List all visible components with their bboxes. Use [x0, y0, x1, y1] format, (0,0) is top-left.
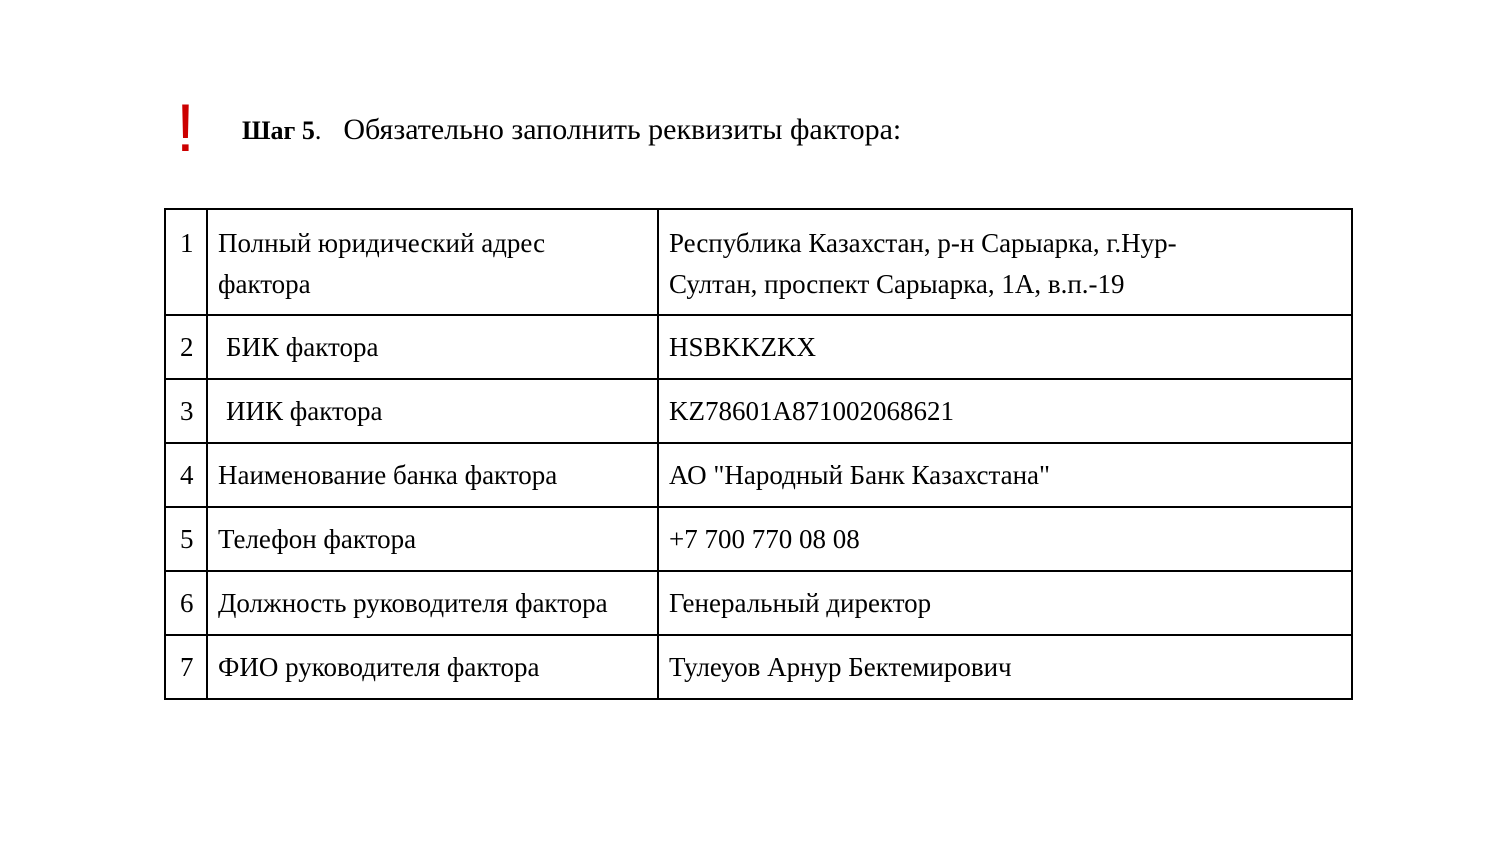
row-label-text: ИИК фактора — [226, 396, 383, 426]
row-value: +7 700 770 08 08 — [658, 507, 1352, 571]
row-number: 5 — [165, 507, 207, 571]
row-label: ФИО руководителя фактора — [207, 635, 658, 699]
row-label — [207, 209, 658, 315]
row-number: 1 — [165, 209, 207, 315]
warning-exclamation-icon: ! — [176, 90, 195, 166]
table-row — [165, 635, 1352, 699]
row-number: 3 — [165, 379, 207, 443]
table-row — [165, 571, 1352, 635]
step-instruction: Обязательно заполнить реквизиты фактора: — [343, 113, 902, 146]
row-number: 2 — [165, 315, 207, 379]
row-label-line: фактора — [218, 269, 311, 299]
row-number: 4 — [165, 443, 207, 507]
row-value: АО "Народный Банк Казахстана" — [658, 443, 1352, 507]
row-label-text: БИК фактора — [226, 332, 379, 362]
row-number: 6 — [165, 571, 207, 635]
row-value: Генеральный директор — [658, 571, 1352, 635]
table-row — [165, 379, 1352, 443]
row-label — [207, 379, 658, 443]
row-label: Телефон фактора — [207, 507, 658, 571]
row-value — [658, 209, 1352, 315]
row-value: KZ78601A871002068621 — [658, 379, 1352, 443]
row-value-line: Республика Казахстан, р-н Сарыарка, г.Нур- — [669, 228, 1177, 258]
table-row — [165, 209, 1352, 315]
row-label-line: Полный юридический адрес — [218, 228, 546, 258]
row-label: Должность руководителя фактора — [207, 571, 658, 635]
table-row — [165, 315, 1352, 379]
step-dot: . — [314, 116, 322, 145]
table-row — [165, 443, 1352, 507]
row-label: Наименование банка фактора — [207, 443, 658, 507]
table-row — [165, 507, 1352, 571]
step-heading — [242, 110, 901, 151]
row-label — [207, 315, 658, 379]
row-value-line: Султан, проспект Сарыарка, 1А, в.п.-19 — [669, 269, 1125, 299]
row-value: Тулеуов Арнур Бектемирович — [658, 635, 1352, 699]
step-label: Шаг 5 — [242, 116, 315, 145]
requisites-table — [164, 208, 1353, 700]
row-value: HSBKKZKX — [658, 315, 1352, 379]
row-number: 7 — [165, 635, 207, 699]
